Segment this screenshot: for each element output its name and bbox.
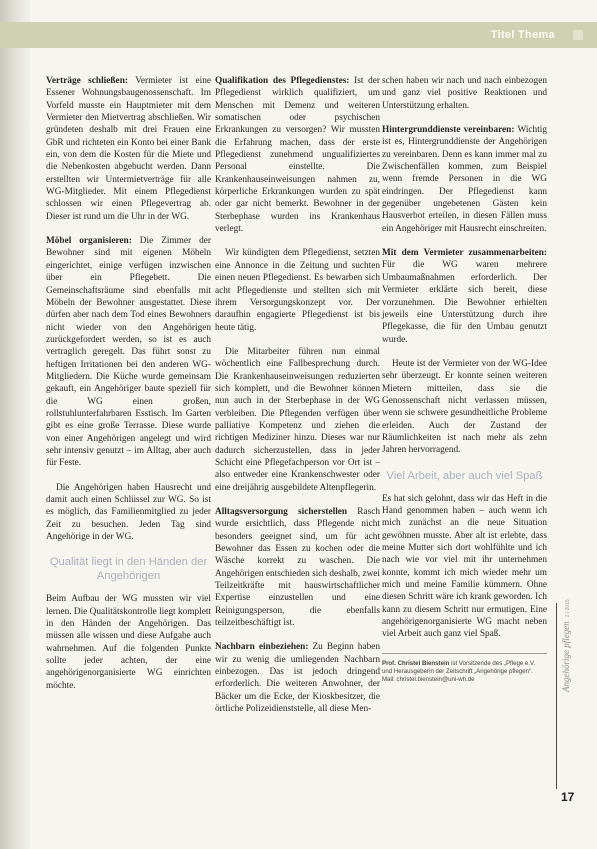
paragraph: Beim Aufbau der WG mussten wir viel lernen. Die Qualitätskontrolle liegt komplett in den Händen der Angehörigen. Das müssen alle wissen und diese Aufgabe auch wahrnehmen. Auf die folgenden Punkte sollte jeder achten, der eine angehörigenorganisierte WG einrichten möchte. <box>46 594 211 691</box>
section-header <box>0 22 597 48</box>
magazine-footer <box>556 599 574 692</box>
paragraph: Die Mitarbeiter führen nun einmal wöchentlich eine Fallbesprechung durch. Die Krankenhauseinweisungen reduzierten sich komplett, und die Bewohner können nun auch in der Sterbephase in der WG verbleiben. Die Pflegenden verfügen über palliative Kompetenz und ziehen die richtigen Mediziner hinzu. Dieses war nur dadurch sicherzustellen, dass in jeder Schicht eine Pflegefachperson vor Ort ist – also entweder eine Krankenschwester oder eine dreijährig ausgebildete Altenpflegerin. <box>215 346 380 493</box>
paragraph-text: Wichtig ist es, Hintergrunddienste der Angehörigen zu vereinbaren. Denn es kann immer mal zu Zwischenfällen kommen, zum Beispiel wenn fremde Personen in die WG eindringen. Der Pflegedienst kann gegenüber ungebetenen Gästen kein Hausverbot erteilen, in diesen Fällen muss ein Angehöriger mit Hausrecht einschreiten. <box>382 125 548 234</box>
paragraph-text: Ist der Pflegedienst wirklich qualifiziert, um Menschen mit Demenz und weiteren somatischen oder psychischen Erkrankungen zu versorgen? Wir mussten die Erfahrung machen, dass der erste Pflegedienst zunehmend ungualifiziertes Personal einstellte. Die Krankenhauseinweisungen nahmen zu, körperliche Erkrankungen wurden zu spät oder gar nicht bemerkt. Bewohner in der Sterbephase wurden ins Krankenhaus verlegt. <box>215 76 380 235</box>
paragraph-heading: Möbel organisieren: <box>46 236 132 247</box>
magazine-name: Angehörige pflegen <box>561 621 571 692</box>
header-tab-marker <box>573 30 583 40</box>
paragraph: Heute ist der Vermieter von der WG-Idee sehr überzeugt. Er konnte seinen weiteren Mietern mitteilen, dass sie die Genossenschaft nicht verlassen müssen, wenn sie schwere gesundheitliche Probleme erleiden. Auch der Zustand der Räumlichkeiten ist nach mehr als zehn Jahren hervorragend. <box>382 358 547 456</box>
paragraph <box>215 641 380 715</box>
paragraph: Wir kündigten dem Pflegedienst, setzten eine Annonce in die Zeitung und suchten einen neuen Pflegedienst. Es bewarben sich acht Pflegedienste und stellten sich mit ihrem Versorgungskonzept vor. Der daraufhin engagierte Pflegedienst ist bis heute tätig. <box>215 248 380 333</box>
paragraph-heading: Verträge schließen: <box>46 76 128 86</box>
paragraph <box>382 247 547 346</box>
paragraph-heading: Hintergrunddienste vereinbaren: <box>382 125 515 136</box>
author-box <box>382 660 547 684</box>
paragraph-text: Rasch wurde ersichtlich, dass Pflegende nicht besonders geeignet sind, um für acht Bewohner das Essen zu kochen oder die Wäsche korrekt zu waschen. Die Angehörigen entschieden sich deshalb, zwei Teilzeitkräfte mit hauswirtschaftlicher Expertise einzustellen und eine Reinigungsperson, die ebenfalls teilzeitbeschäftigt ist. <box>215 507 381 629</box>
column-2 <box>215 75 380 728</box>
paragraph: schen haben wir nach und nach einbezogen und ganz viel positive Reaktionen und Unterstützung erhalten. <box>382 76 547 111</box>
paragraph-text: Die Zimmer der Bewohner sind mit eigenen Möbeln eingerichtet, einige verfügen inzwischen über ein Pflegebett. Die Gemeinschaftsräume sind ebenfalls mit Möbeln der Bewohner ausgestattet. Diese dürfen aber nach dem Tod eines Bewohners nicht wieder von den Angehörigen zurückgefordert werden, so ist es auch vertraglich geregelt. Das führt sonst zu heftigen Irritationen bei den anderen WG-Mitgliedern. Die Küche wurde gemeinsam gekauft, ein Angehöriger baute speziell für die WG einen großen, rollstuhlunterfahrbaren Esstisch. Im Garten gibt es eine große Terrasse. Diese wurde von einer Angehörigen angelegt und wird sehr intensiv genutzt – im Alltag, aber auch für Feste. <box>46 236 211 469</box>
section-label: Titel Thema <box>490 29 555 41</box>
paragraph <box>215 506 380 629</box>
page-number: 17 <box>561 790 575 804</box>
paragraph-heading: Mit dem Vermieter zusammenarbeiten: <box>382 248 547 259</box>
author-name: Prof. Christel Bienstein <box>382 659 450 667</box>
author-bio: ist Vorsitzende des „Pflege e.V. und Herausgeberin der Zeitschrift „Angehörige pflegen“. <box>382 659 536 675</box>
paragraph <box>215 75 380 235</box>
paragraph <box>46 235 211 470</box>
paragraph-text: Für die WG waren mehrere Umbaumaßnahmen erforderlich. Der Vermieter erklärte sich bereit, diese vorzunehmen. Die Bewohner erhielten jeweils eine Unterstützung durch ihre Pflegekasse, die für den Umbau genutzt wurde. <box>382 260 547 345</box>
paragraph-heading: Nachbarn einbeziehen: <box>215 642 309 653</box>
paragraph: Die Angehörigen haben Hausrecht und damit auch einen Schlüssel zur WG. So ist es möglich, das Familienmitglied zu jeder Zeit zu besuchen. Jeden Tag sind Angehörige in der WG. <box>46 482 211 543</box>
paragraph-heading: Qualifikation des Pflegedienstes: <box>215 76 350 86</box>
paragraph <box>46 75 211 223</box>
paragraph-text: Vermieter ist eine Essener Wohnungsbaugenossenschaft. Im Vorfeld musste ein Hauptmieter mit dem Vermieter den Mietvertrag abschließen. Wir gründeten deshalb mit drei Frauen eine GbR und richteten ein Konto bei einer Bank ein, von dem die Kosten für die Miete und die Nebenkosten abgebucht werden. Dann erstellten wir Untermietverträge für alle WG-Mitglieder. Mit einem Pflegedienst schlossen wir einen Pflegevertrag ab. Dieser ist rund um die Uhr in der WG. <box>46 76 212 222</box>
paragraph-text: Zu Beginn haben wir zu wenig die umliegenden Nachbarn einbezogen. Das ist jedoch dringend erforderlich. Die weiteren Anwohner, der Bäcker um die Ecke, der Kioskbesitzer, die örtliche Polizeidienststelle, all diese Men- <box>215 642 380 715</box>
issue-label: 2 | 2015 <box>565 599 571 618</box>
subheading: Qualität liegt in den Händen der Angehörigen <box>49 556 208 583</box>
author-email: Mail: christel.bienstein@uni-wh.de <box>382 675 475 683</box>
column-1 <box>46 75 211 704</box>
subheading: Viel Arbeit, aber auch viel Spaß <box>386 469 543 482</box>
page-gutter <box>0 0 30 849</box>
paragraph <box>382 124 547 235</box>
paragraph: Es hat sich gelohnt, dass wir das Heft in die Hand genommen haben – auch wenn ich mich zunächst an die neue Situation gewöhnen musste. Aber alt ist erlebte, dass meine Mutter sich dort wohlfühlte und ich nach wie vor viel mit ihr unternehmen konnte, kommt ich mich wieder mehr um mich und meine Familie kümmern. Ohne diesen Schritt wäre ich krank geworden. Ich kann zu diesem Schritt nur ermutigen. Eine angehörigenorganisierte WG macht neben viel Arbeit auch ganz viel Spaß. <box>382 493 547 640</box>
column-3 <box>382 75 547 696</box>
author-divider <box>382 653 547 654</box>
paragraph-heading: Alltagsversorgung sicherstellen <box>215 507 348 517</box>
